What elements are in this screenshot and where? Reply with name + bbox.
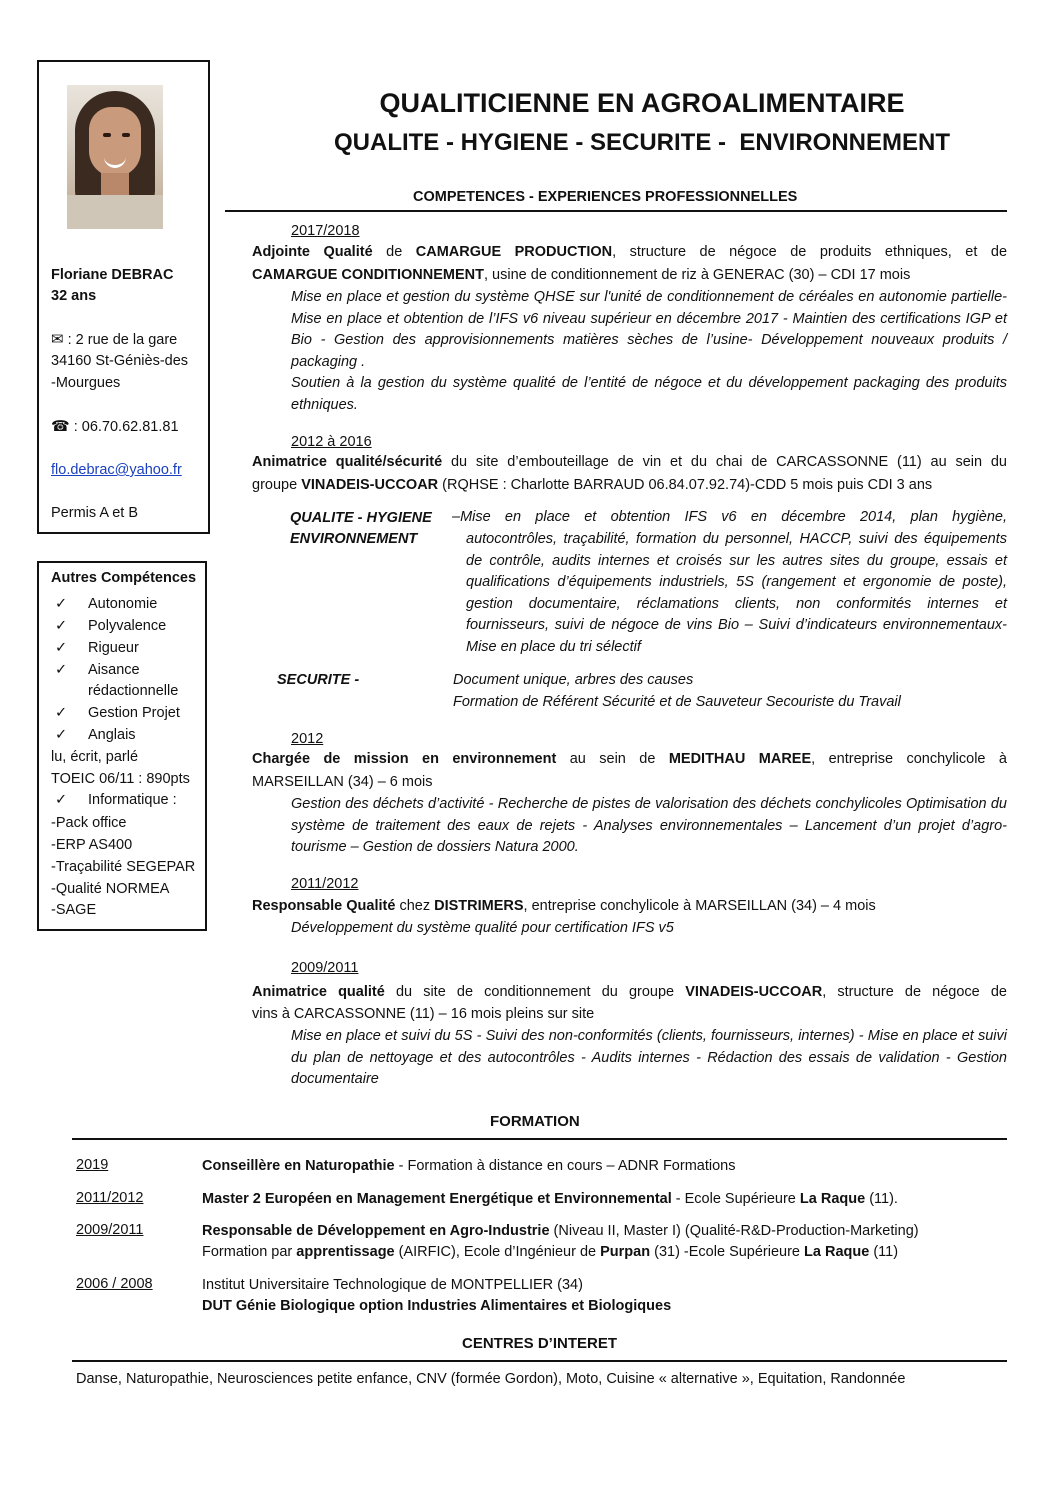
exp-description: Mise en place et suivi du 5S - Suivi des non-conformités (clients, fournisseurs, internes) - Mise en place et suivi du plan de nettoyage et des autocontrôles - Audits internes - Rédaction des essais de validation - Gestion documentaire	[291, 1028, 1007, 1087]
exp-period: 2009/2011	[291, 960, 359, 976]
experiences-title: COMPETENCES - EXPERIENCES PROFESSIONNELLES	[413, 189, 798, 205]
exp-title-line: Responsable Qualité chez DISTRIMERS, entreprise conchylicole à MARSEILLAN (34) – 4 mois	[252, 898, 876, 914]
software-item: -Pack office	[51, 815, 127, 831]
qhe-label: QUALITE - HYGIENE	[290, 510, 432, 526]
formation-text: Master 2 Européen en Management Energétique et Environnemental - Ecole Supérieure La Raque (11).	[202, 1191, 898, 1207]
skill-item: ✓ Informatique :	[55, 792, 177, 808]
address-line-1: : 2 rue de la gare	[63, 332, 178, 348]
exp-title-line: MARSEILLAN (34) – 6 mois	[252, 774, 433, 790]
candidate-name: Floriane DEBRAC	[51, 267, 174, 283]
exp-title-line: Animatrice qualité/sécurité du site d’embouteillage de vin et du chai de CARCASSONNE (11) au sein du	[252, 454, 1008, 470]
page-title: QUALITICIENNE EN AGROALIMENTAIRE	[379, 88, 905, 118]
permis: Permis A et B	[51, 505, 139, 521]
software-item: -ERP AS400	[51, 837, 133, 853]
exp-title-line: Adjointe Qualité de CAMARGUE PRODUCTION, structure de négoce de produits ethniques, et de	[252, 244, 1008, 260]
formation-text: DUT Génie Biologique option Industries Alimentaires et Biologiques	[202, 1298, 672, 1314]
skill-item: ✓ Anglais	[55, 727, 136, 743]
exp-title-line: Animatrice qualité du site de conditionnement du groupe VINADEIS-UCCOAR, structure de négoce de	[252, 984, 1007, 1000]
exp-description: Soutien à la gestion du système qualité de l’entité de négoce et du développement packaging des produits ethniques.	[291, 375, 1007, 413]
interets-rule	[72, 1360, 1007, 1362]
skill-item: ✓ Gestion Projet	[55, 705, 180, 721]
interets-title: CENTRES D’INTERET	[462, 1335, 618, 1352]
exp-description: Gestion des déchets d’activité - Recherche de pistes de valorisation des déchets conchylicoles Optimisation du système de traitement des eaux de rejets - Analyses environnementales – Lancement d’un projet d’agro-tourisme – Gestion de dossiers Natura 2000.	[291, 796, 1007, 855]
exp-description: Mise en place et gestion du système QHSE sur l'unité de conditionnement de céréales en autonomie partielle- Mise en place et obtention de l’IFS v6 niveau supérieur en décembre 2017 - Maintien des certifications IGP et Bio - Gestion des approvisionnements matières sèches de l’usine- Développement nouveaux produits / packaging .	[291, 289, 1007, 370]
exp-title-line: groupe VINADEIS-UCCOAR (RQHSE : Charlotte BARRAUD 06.84.07.92.74)-CDD 5 mois puis CDI 3 ans	[252, 477, 933, 493]
check-icon: ✓	[55, 662, 68, 678]
exp-period: 2017/2018	[291, 223, 360, 239]
skill-item-cont: rédactionnelle	[88, 683, 179, 699]
qhe-description: autocontrôles, traçabilité, formation du personnel, HACCP, suivi des équipements de contrôle, audits internes et croisés sur les autres sites du groupe, essais et qualifications d’équipements industriels, 5S (rangement et ergonomie de poste), gestion documentaire, réclamations clients, non conformités internes et fournisseurs, suivi de négoce de vins Bio – Suivi d’indicateurs environnementaux- Mise en place du tri sélectif	[466, 531, 1007, 655]
formation-year: 2006 / 2008	[76, 1276, 153, 1292]
skill-item: ✓ Polyvalence	[55, 618, 167, 634]
address	[51, 329, 177, 351]
formation-title: FORMATION	[490, 1113, 580, 1130]
skills-title: Autres Compétences	[51, 570, 197, 586]
exp-title-line: vins à CARCASSONNE (11) – 16 mois pleins sur site	[252, 1006, 595, 1022]
exp-title-line: CAMARGUE CONDITIONNEMENT, usine de conditionnement de riz à GENERAC (30) – CDI 17 mois	[252, 267, 911, 283]
toeic: TOEIC 06/11 : 890pts	[51, 771, 190, 787]
skill-item: ✓ Rigueur	[55, 640, 139, 656]
formation-text: Responsable de Développement en Agro-Industrie (Niveau II, Master I) (Qualité-R&D-Production-Marketing)	[202, 1223, 919, 1239]
exp-description: Développement du système qualité pour certification IFS v5	[291, 920, 674, 936]
securite-label: SECURITE -	[277, 672, 360, 688]
software-item: -Qualité NORMEA	[51, 881, 170, 897]
formation-text: Formation par apprentissage (AIRFIC), Ecole d’Ingénieur de Purpan (31) -Ecole Supérieure La Raque (11)	[202, 1244, 899, 1260]
formation-text: Institut Universitaire Technologique de MONTPELLIER (34)	[202, 1277, 583, 1293]
phone	[51, 416, 179, 438]
securite-text: Document unique, arbres des causes	[453, 672, 694, 688]
address-line-3: -Mourgues	[51, 375, 121, 391]
skill-item: ✓ Aisance	[55, 662, 140, 678]
candidate-age: 32 ans	[51, 288, 97, 304]
profile-photo	[67, 85, 163, 229]
check-icon: ✓	[55, 705, 68, 721]
exp-period: 2012	[291, 731, 324, 747]
experiences-rule	[225, 210, 1007, 212]
envelope-icon: ✉	[51, 331, 64, 348]
phone-number: : 06.70.62.81.81	[69, 419, 179, 435]
check-icon: ✓	[55, 792, 68, 808]
qhe-first-line: –Mise en place et obtention IFS v6 en décembre 2014, plan hygiène,	[452, 509, 1007, 525]
interets-text: Danse, Naturopathie, Neurosciences petite enfance, CNV (formée Gordon), Moto, Cuisine « alternative », Equitation, Randonnée	[76, 1371, 906, 1387]
check-icon: ✓	[55, 727, 68, 743]
skill-item: ✓ Autonomie	[55, 596, 158, 612]
formation-rule	[72, 1138, 1007, 1140]
exp-period: 2012 à 2016	[291, 434, 372, 450]
software-item: -Traçabilité SEGEPAR	[51, 859, 196, 875]
check-icon: ✓	[55, 640, 68, 656]
qhe-label: ENVIRONNEMENT	[290, 531, 418, 547]
check-icon: ✓	[55, 596, 68, 612]
page-subtitle: QUALITE - HYGIENE - SECURITE - ENVIRONNEMENT	[333, 129, 951, 156]
address-line-2: 34160 St-Géniès-des	[51, 353, 189, 369]
anglais-detail: lu, écrit, parlé	[51, 749, 139, 765]
exp-title-line: Chargée de mission en environnement au sein de MEDITHAU MAREE, entreprise conchylicole à	[252, 751, 1007, 767]
formation-year: 2011/2012	[76, 1190, 144, 1206]
software-item: -SAGE	[51, 902, 97, 918]
check-icon: ✓	[55, 618, 68, 634]
formation-year: 2019	[76, 1157, 109, 1173]
formation-year: 2009/2011	[76, 1222, 144, 1238]
formation-text: Conseillère en Naturopathie - Formation à distance en cours – ADNR Formations	[202, 1158, 736, 1174]
securite-text: Formation de Référent Sécurité et de Sauveteur Secouriste du Travail	[453, 694, 901, 710]
exp-period: 2011/2012	[291, 876, 359, 892]
email-link[interactable]: flo.debrac@yahoo.fr	[51, 462, 182, 478]
telephone-icon: ☎	[51, 418, 70, 435]
